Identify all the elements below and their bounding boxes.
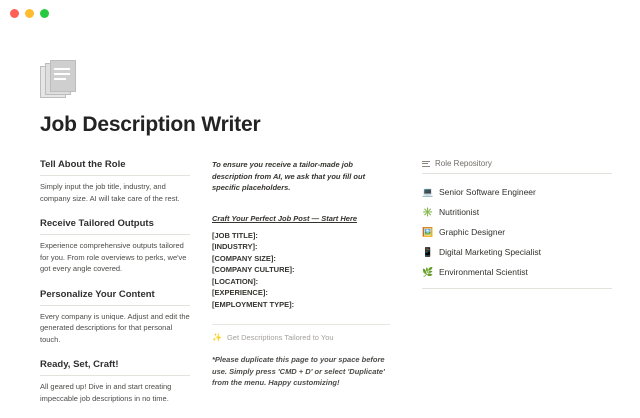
three-column-layout xyxy=(40,159,600,418)
list-lines-icon xyxy=(422,160,430,168)
role-label: Nutritionist xyxy=(439,207,480,217)
duplicate-note: *Please duplicate this page to your space before use. Simply press 'CMD + D' or select 'Duplicate' from the menu. Happy customizing! xyxy=(212,355,385,387)
list-item[interactable] xyxy=(422,242,612,262)
placeholder-item[interactable]: [COMPANY CULTURE]: xyxy=(212,265,295,274)
maximize-window-button[interactable] xyxy=(40,9,49,18)
section-body: Experience comprehensive outputs tailored for you. From role overviews to perks, we've got every angle covered. xyxy=(40,241,187,273)
section-heading: Personalize Your Content xyxy=(40,289,190,306)
placeholder-item[interactable]: [EXPERIENCE]: xyxy=(212,288,268,297)
role-label: Environmental Scientist xyxy=(439,267,528,277)
section-body: Simply input the job title, industry, and company size. AI will take care of the rest. xyxy=(40,182,180,203)
role-label: Senior Software Engineer xyxy=(439,187,536,197)
placeholder-list xyxy=(212,230,390,311)
documents-icon xyxy=(40,60,74,98)
section-receive-tailored-outputs xyxy=(40,218,190,275)
section-heading: Ready, Set, Craft! xyxy=(40,359,190,376)
mobile-phone-icon: 📱 xyxy=(422,247,434,257)
sparkle-badge-icon: ✳️ xyxy=(422,207,434,217)
placeholder-item[interactable]: [JOB TITLE]: xyxy=(212,230,258,240)
section-ready-set-craft xyxy=(40,359,190,404)
placeholder-item[interactable]: [INDUSTRY]: xyxy=(212,242,258,251)
middle-column xyxy=(212,159,390,389)
role-label: Digital Marketing Specialist xyxy=(439,247,542,257)
section-body: All geared up! Dive in and start creating impeccable job descriptions in no time. xyxy=(40,382,172,403)
herb-icon: 🌿 xyxy=(422,267,434,277)
section-heading: Tell About the Role xyxy=(40,159,190,176)
picture-icon: 🖼️ xyxy=(422,227,434,237)
laptop-icon: 💻 xyxy=(422,187,434,197)
role-label: Graphic Designer xyxy=(439,227,506,237)
role-repository-header xyxy=(422,159,612,174)
page-content xyxy=(0,26,640,418)
close-window-button[interactable] xyxy=(10,9,19,18)
left-column xyxy=(40,159,190,418)
sparkle-icon: ✨ xyxy=(212,332,222,342)
prompt-link[interactable]: Craft Your Perfect Job Post — Start Here xyxy=(212,213,358,223)
window-titlebar xyxy=(0,0,640,26)
window-controls xyxy=(10,9,49,18)
page-title: Job Description Writer xyxy=(40,113,261,136)
role-repository-title: Role Repository xyxy=(435,159,492,168)
placeholder-item[interactable]: [LOCATION]: xyxy=(212,276,259,286)
repository-footer-divider xyxy=(422,288,612,289)
divider xyxy=(212,324,390,325)
list-item[interactable] xyxy=(422,182,612,202)
list-item[interactable] xyxy=(422,222,612,242)
section-tell-about-the-role xyxy=(40,159,190,204)
get-descriptions-label: Get Descriptions Tailored to You xyxy=(226,333,334,342)
right-column xyxy=(412,159,612,289)
get-descriptions-button[interactable] xyxy=(212,333,390,342)
list-item[interactable] xyxy=(422,202,612,222)
section-personalize-your-content xyxy=(40,289,190,346)
placeholder-item[interactable]: [EMPLOYMENT TYPE]: xyxy=(212,299,295,309)
placeholder-item[interactable]: [COMPANY SIZE]: xyxy=(212,253,276,263)
section-body: Every company is unique. Adjust and edit the generated descriptions for that personal touch. xyxy=(40,311,190,344)
list-item[interactable] xyxy=(422,262,612,282)
section-heading: Receive Tailored Outputs xyxy=(40,218,190,235)
intro-text: To ensure you receive a tailor-made job description from AI, we ask that you fill out specific placeholders. xyxy=(212,160,366,192)
minimize-window-button[interactable] xyxy=(25,9,34,18)
role-repository-list xyxy=(422,182,612,282)
